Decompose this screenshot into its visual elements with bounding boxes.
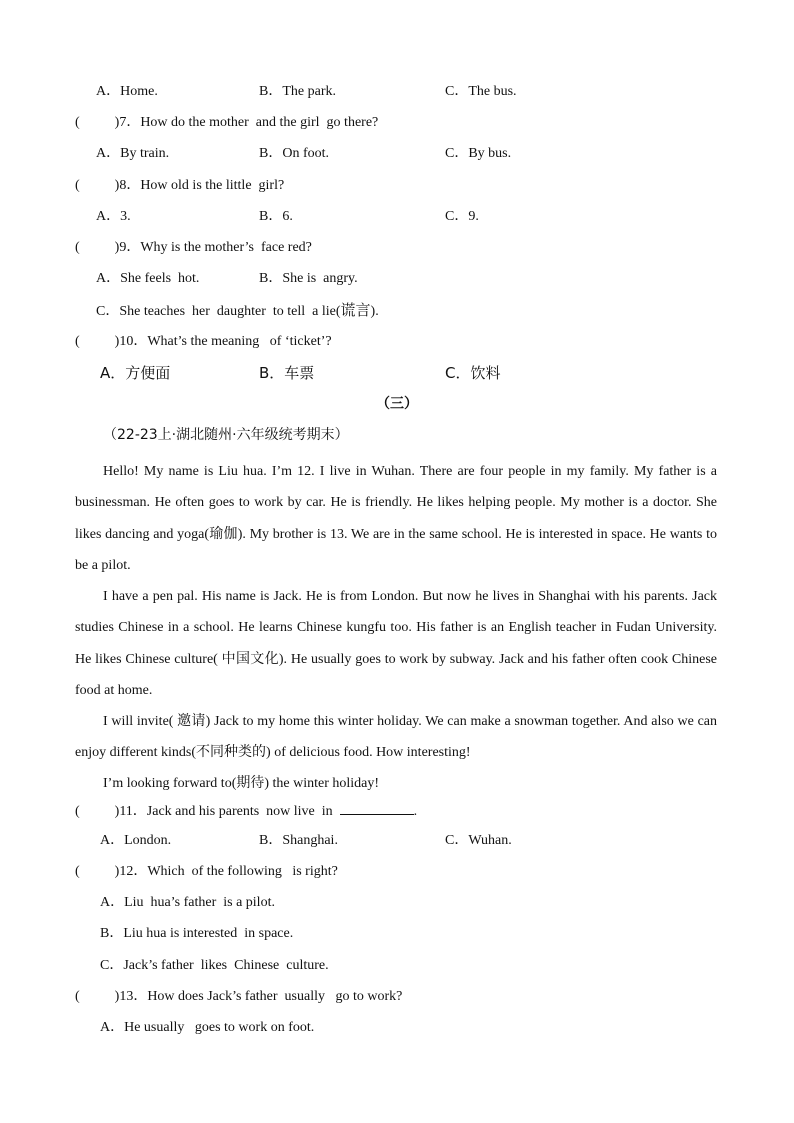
q8-option-a: A．3. <box>96 209 131 224</box>
q8-option-c: C．9. <box>445 209 479 224</box>
q10-option-b: B．车票 <box>259 364 315 382</box>
q12-option-c: C．Jack’s father likes Chinese culture. <box>100 958 329 973</box>
q13-option-a: A．He usually goes to work on foot. <box>100 1020 315 1035</box>
passage-paragraph-3: I will invite( 邀请) Jack to my home this winter holiday. We can make a snowman together. And also we can enjoy different kinds(不同种类的) of delicious food. How interesting! <box>75 714 717 761</box>
source-note: （22-23上·湖北随州·六年级统考期末） <box>103 427 349 443</box>
q10-stem: ( )10．What’s the meaning of ‘ticket’? <box>75 334 332 349</box>
q9-option-c-end: ). <box>370 304 379 319</box>
q6-option-a: A．Home. <box>96 84 158 99</box>
q13-stem: ( )13．How does Jack’s father usually go to work? <box>75 989 403 1004</box>
q9-option-c-text: C．She teaches her daughter to tell a lie( <box>96 304 341 319</box>
q6-option-c: C．The bus. <box>445 84 517 99</box>
q7-option-c: C．By bus. <box>445 146 512 161</box>
q12-stem: ( )12．Which of the following is right? <box>75 864 338 879</box>
q12-option-b: B．Liu hua is interested in space. <box>100 926 294 941</box>
q9-stem: ( )9．Why is the mother’s face red? <box>75 240 312 255</box>
q11-option-c: C．Wuhan. <box>445 833 512 848</box>
q11-stem-end: . <box>413 804 418 819</box>
q9-option-b: B．She is angry. <box>259 271 358 286</box>
q8-stem: ( )8．How old is the little girl? <box>75 178 285 193</box>
q9-option-c <box>96 300 379 322</box>
q11-stem <box>75 800 417 822</box>
q9-option-c-gloss: 谎言 <box>340 301 371 319</box>
passage-paragraph-2: I have a pen pal. His name is Jack. He is from London. But now he lives in Shanghai with his parents. Jack studies Chinese in a school. He learns Chinese kungfu too. His father is an English teacher in Fudan University. He likes Chinese culture( 中国文化). He usually goes to work by subway. Jack and his father often cook Chinese food at home. <box>75 589 717 698</box>
passage-paragraph-4: I’m looking forward to(期待) the winter holiday! <box>103 776 380 791</box>
section-title: （三） <box>376 396 418 412</box>
q10-option-a: A．方便面 <box>100 364 171 382</box>
q6-option-b: B．The park. <box>259 84 336 99</box>
q7-option-a: A．By train. <box>96 146 170 161</box>
passage-paragraph-1: Hello! My name is Liu hua. I’m 12. I live in Wuhan. There are four people in my family. My father is a businessman. He often goes to work by car. He is friendly. He likes helping people. My mother is a doctor. She likes dancing and yoga(瑜伽). My brother is 13. We are in the same school. He is interested in space. He wants to be a pilot. <box>75 464 717 573</box>
q9-option-a: A．She feels hot. <box>96 271 200 286</box>
q8-option-b: B．6. <box>259 209 293 224</box>
q10-option-c: C．饮料 <box>445 364 501 382</box>
q7-stem: ( )7．How do the mother and the girl go there? <box>75 115 379 130</box>
q7-option-b: B．On foot. <box>259 146 329 161</box>
q11-option-b: B．Shanghai. <box>259 833 338 848</box>
q11-answer-blank <box>340 800 414 815</box>
q11-option-a: A．London. <box>100 833 172 848</box>
q12-option-a: A．Liu hua’s father is a pilot. <box>100 895 275 910</box>
q11-stem-text: ( )11．Jack and his parents now live in <box>75 804 340 819</box>
